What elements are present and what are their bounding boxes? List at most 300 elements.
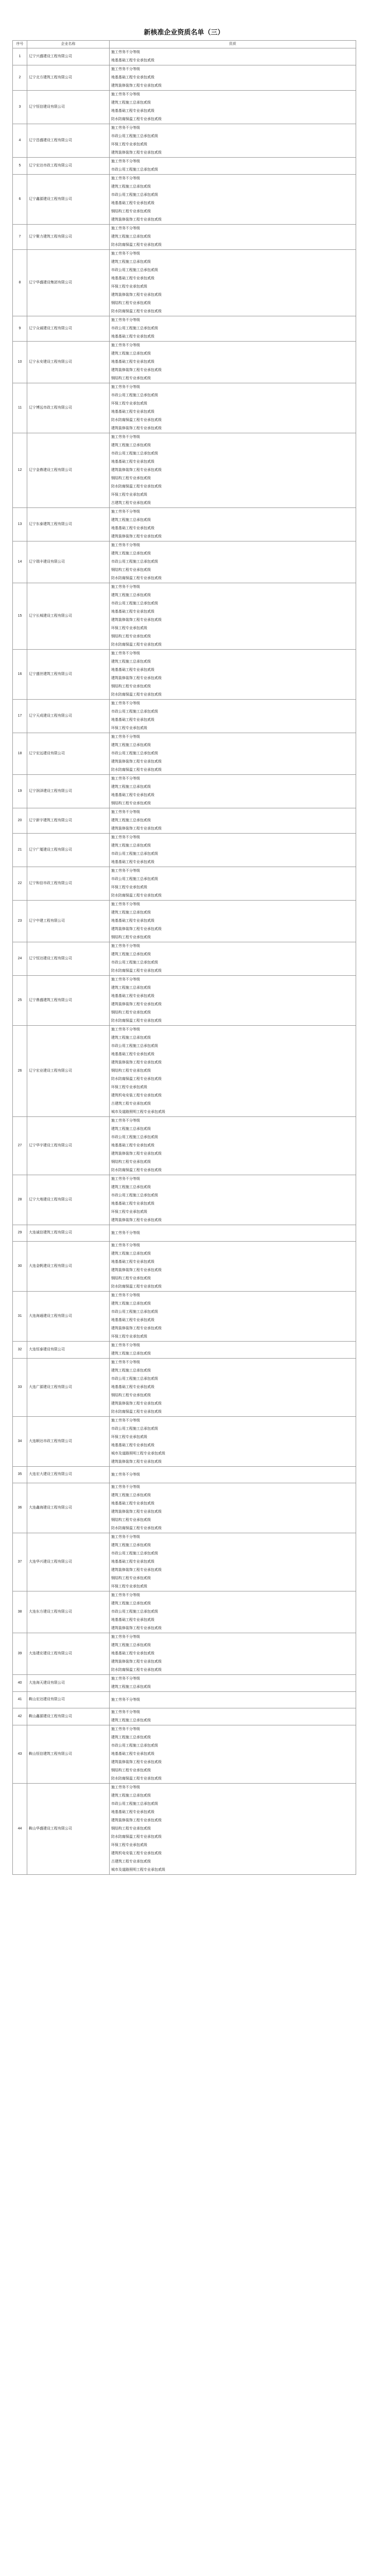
company-name: 大连顺达市政工程有限公司 [27,1417,110,1467]
company-name: 大连东方建设工程有限公司 [27,1591,110,1633]
qualification-item: 地基基础工程专业承包贰级 [111,277,154,280]
row-number: 11 [13,383,27,433]
company-name: 辽宁宏远建设有限公司 [27,733,110,775]
qualification-item: 建筑工程施工总承包贰级 [111,986,151,990]
company-name: 鞍山鑫源建设工程有限公司 [27,1708,110,1725]
row-number: 12 [13,433,27,508]
qualification-item: 施工劳务不分等级 [111,1535,140,1539]
row-number: 5 [13,158,27,175]
qualification-item: 建筑装修装饰工程专业承包贰级 [111,1660,162,1664]
qualification-item: 建筑工程施工总承包贰级 [111,1369,151,1372]
table-row [13,583,356,650]
qualification-list [110,1591,356,1633]
company-name: 大连海通建设工程有限公司 [27,1292,110,1342]
qualification-item: 市政公用工程施工总承包贰级 [111,452,158,455]
qualification-item: 地基基础工程专业承包贰级 [111,1618,154,1622]
table-row [13,1675,356,1692]
qualification-item: 钢结构工程专业承包贰级 [111,1827,151,1831]
qualification-item: 建筑装修装饰工程专业承包贰级 [111,468,162,472]
qualification-item: 环保工程专业承包贰级 [111,1585,147,1588]
company-name: 大连鑫海建设工程有限公司 [27,1483,110,1533]
qualification-item: 施工劳务不分等级 [111,318,140,322]
qualification-list [110,775,356,808]
qualification-item: 防水防腐保温工程专业承包贰级 [111,768,162,772]
qualification-item: 城市及道路照明工程专业承包贰级 [111,1110,165,1114]
qualification-item: 地基基础工程专业承包贰级 [111,1385,154,1389]
qualification-item: 市政公用工程施工总承包贰级 [111,560,158,564]
row-number: 34 [13,1417,27,1467]
qualification-item: 施工劳务不分等级 [111,702,140,705]
qualification-item: 地基基础工程专业承包贰级 [111,360,154,364]
qualification-item: 钢结构工程专业承包贰级 [111,301,151,305]
table-row [13,433,356,508]
table-row [13,808,356,834]
company-name: 大连华兴建设工程有限公司 [27,1533,110,1591]
row-number: 22 [13,867,27,901]
row-number: 23 [13,901,27,942]
qualification-item: 施工劳务不分等级 [111,160,140,163]
qualification-item: 市政公用工程施工总承包贰级 [111,710,158,714]
company-name: 辽宁大地建设工程有限公司 [27,1175,110,1225]
company-name: 辽宁博远市政工程有限公司 [27,383,110,433]
qualification-item: 地基基础工程专业承包贰级 [111,59,154,62]
company-name: 辽宁润泽建设工程有限公司 [27,775,110,808]
header-company-name: 企业名称 [27,41,110,48]
qualification-list [110,1692,356,1708]
qualification-item: 施工劳务不分等级 [111,1419,140,1422]
table-row [13,834,356,867]
table-row [13,1417,356,1467]
company-name: 辽宁长城建设工程有限公司 [27,583,110,650]
qualification-list [110,834,356,867]
qualification-item: 环保工程专业承包贰级 [111,626,147,630]
qualification-item: 环保工程专业承包贰级 [111,493,147,497]
qualification-item: 施工劳务不分等级 [111,1727,140,1731]
row-number: 44 [13,1784,27,1875]
qualification-item: 建筑装修装饰工程专业承包贰级 [111,1460,162,1464]
company-name: 大连恒泰建设有限公司 [27,1342,110,1359]
qualification-list [110,583,356,650]
row-number: 43 [13,1725,27,1784]
table-row [13,48,356,65]
table-row [13,650,356,700]
qualification-item: 建筑工程施工总承包贰级 [111,518,151,522]
qualification-item: 地基基础工程专业承包贰级 [111,718,154,722]
table-row [13,250,356,316]
company-name: 辽宁中建工程有限公司 [27,901,110,942]
qualification-list [110,1175,356,1225]
table-row [13,1467,356,1483]
qualification-item: 防水防腐保温工程专业承包贰级 [111,418,162,422]
qualification-item: 地基基础工程专业承包贰级 [111,1652,154,1655]
qualification-item: 市政公用工程施工总承包贰级 [111,1194,158,1197]
qualification-list [110,700,356,733]
qualification-item: 施工劳务不分等级 [111,67,140,71]
table-row [13,1483,356,1533]
row-number: 15 [13,583,27,650]
row-number: 27 [13,1117,27,1175]
qualification-item: 市政公用工程施工总承包贰级 [111,1744,158,1748]
qualification-item: 防水防腐保温工程专业承包贰级 [111,1668,162,1672]
qualification-item: 防水防腐保温工程专业承包贰级 [111,894,162,897]
row-number: 31 [13,1292,27,1342]
qualification-item: 环保工程专业承包贰级 [111,1335,147,1338]
qualification-item: 建筑装修装饰工程专业承包贰级 [111,927,162,931]
qualification-item: 地基基础工程专业承包贰级 [111,1502,154,1505]
company-name: 大连宏大建设工程有限公司 [27,1467,110,1483]
qualification-list [110,342,356,383]
qualification-item: 市政公用工程施工总承包贰级 [111,327,158,330]
table-row [13,383,356,433]
table-row [13,1026,356,1117]
row-number: 21 [13,834,27,867]
row-number: 33 [13,1359,27,1417]
table-row [13,942,356,976]
qualification-item: 地基基础工程专业承包贰级 [111,335,154,338]
row-number: 19 [13,775,27,808]
table-row [13,1342,356,1359]
qualification-item: 施工劳务不分等级 [111,227,140,230]
qualification-item: 建筑工程施工总承包贰级 [111,352,151,355]
qualification-item: 施工劳务不分等级 [111,1635,140,1639]
qualification-item: 施工劳务不分等级 [111,652,140,655]
qualification-item: 环保工程专业承包贰级 [111,1435,147,1439]
company-name: 大连广源建设工程有限公司 [27,1359,110,1417]
qualification-item: 施工劳务不分等级 [111,1244,140,1247]
company-name: 辽宁新宇建筑工程有限公司 [27,808,110,834]
table-row [13,175,356,225]
qualification-item: 建筑工程施工总承包贰级 [111,1643,151,1647]
company-name: 大连诚信建筑工程有限公司 [27,1225,110,1242]
qualification-item: 建筑工程施工总承包贰级 [111,1352,151,1355]
qualification-item: 钢结构工程专业承包贰级 [111,568,151,572]
company-name: 鞍山恒信建筑工程有限公司 [27,1725,110,1784]
qualification-item: 施工劳务不分等级 [111,735,140,739]
qualification-item: 建筑装修装饰工程专业承包贰级 [111,1327,162,1330]
company-name: 辽宁天成建设工程有限公司 [27,700,110,733]
qualification-item: 古建筑工程专业承包贰级 [111,1860,151,1863]
qualification-item: 市政公用工程施工总承包贰级 [111,961,158,964]
qualification-item: 钢结构工程专业承包贰级 [111,1011,151,1014]
qualification-item: 地基基础工程专业承包贰级 [111,109,154,113]
qualification-item: 建筑工程施工总承包贰级 [111,101,151,105]
qualification-item: 钢结构工程专业承包贰级 [111,377,151,380]
qualification-item: 防水防腐保温工程专业承包贰级 [111,643,162,647]
qualification-item: 建筑工程施工总承包贰级 [111,444,151,447]
qualification-item: 建筑装修装饰工程专业承包贰级 [111,1003,162,1006]
row-number: 16 [13,650,27,700]
qualification-item: 建筑工程施工总承包贰级 [111,1127,151,1131]
table-row [13,342,356,383]
qualification-item: 施工劳务不分等级 [111,93,140,96]
qualification-item: 防水防腐保温工程专业承包贰级 [111,1410,162,1414]
row-number: 20 [13,808,27,834]
qualification-list [110,1483,356,1533]
qualification-item: 钢结构工程专业承包贰级 [111,1518,151,1522]
qualification-item: 防水防腐保温工程专业承包贰级 [111,1527,162,1530]
qualification-item: 施工劳务不分等级 [111,1786,140,1789]
qualification-list [110,1225,356,1242]
table-row [13,775,356,808]
qualification-item: 市政公用工程施工总承包贰级 [111,1044,158,1048]
qualification-item: 建筑工程施工总承包贰级 [111,1736,151,1739]
qualification-item: 建筑机电安装工程专业承包贰级 [111,1852,162,1855]
qualification-item: 环保工程专业承包贰级 [111,402,147,405]
table-row [13,316,356,342]
qualification-list [110,316,356,342]
qualification-item: 建筑工程施工总承包贰级 [111,844,151,848]
qualification-list [110,1292,356,1342]
company-name: 辽宁华盛建设集团有限公司 [27,250,110,316]
qualification-item: 建筑装修装饰工程专业承包贰级 [111,1510,162,1514]
qualification-item: 地基基础工程专业承包贰级 [111,527,154,530]
qualification-item: 施工劳务不分等级 [111,978,140,981]
table-row [13,1292,356,1342]
qualification-item: 施工劳务不分等级 [111,777,140,781]
qualification-item: 施工劳务不分等级 [111,1294,140,1297]
qualification-item: 建筑装修装饰工程专业承包贰级 [111,218,162,222]
qualification-item: 建筑工程施工总承包贰级 [111,1494,151,1497]
qualification-item: 钢结构工程专业承包贰级 [111,635,151,638]
qualification-list [110,1708,356,1725]
table-row [13,1591,356,1633]
table-row [13,225,356,250]
qualification-list [110,1342,356,1359]
qualification-list [110,91,356,124]
qualification-item: 地基基础工程专业承包贰级 [111,1202,154,1206]
qualification-item: 防水防腐保温工程专业承包贰级 [111,693,162,697]
qualification-list [110,250,356,316]
company-name: 鞍山宏达建设有限公司 [27,1692,110,1708]
qualification-item: 市政公用工程施工总承包贰级 [111,394,158,397]
qualification-item: 建筑工程施工总承包贰级 [111,911,151,914]
qualification-item: 地基基础工程专业承包贰级 [111,1053,154,1056]
qualification-item: 施工劳务不分等级 [111,385,140,389]
qualification-item: 环保工程专业承包贰级 [111,726,147,730]
row-number: 13 [13,508,27,541]
table-row [13,1359,356,1417]
qualification-item: 建筑工程施工总承包贰级 [111,819,151,822]
table-row [13,1708,356,1725]
qualification-item: 建筑装修装饰工程专业承包贰级 [111,368,162,372]
qualification-item: 施工劳务不分等级 [111,126,140,130]
row-number: 24 [13,942,27,976]
qualification-list [110,867,356,901]
qualification-item: 建筑装修装饰工程专业承包贰级 [111,84,162,88]
row-number: 30 [13,1242,27,1292]
qualification-item: 城市及道路照明工程专业承包贰级 [111,1452,165,1455]
qualification-list [110,1242,356,1292]
qualification-item: 环保工程专业承包贰级 [111,1210,147,1214]
qualification-item: 市政公用工程施工总承包贰级 [111,268,158,272]
qualification-item: 建筑工程施工总承包贰级 [111,953,151,956]
qualification-list [110,1784,356,1875]
qualification-item: 防水防腐保温工程专业承包贰级 [111,485,162,488]
page-title: 新核准企业资质名单（三） [144,28,224,36]
header-row [13,41,356,48]
qualification-item: 建筑工程施工总承包贰级 [111,743,151,747]
qualification-item: 施工劳务不分等级 [111,510,140,514]
qualification-item: 施工劳务不分等级 [111,1710,140,1714]
qualification-item: 地基基础工程专业承包贰级 [111,1260,154,1264]
qualification-item: 防水防腐保温工程专业承包贰级 [111,1168,162,1172]
table-row [13,124,356,158]
table-row [13,1692,356,1708]
row-number: 10 [13,342,27,383]
qualification-item: 市政公用工程施工总承包贰级 [111,852,158,856]
qualification-item: 地基基础工程专业承包贰级 [111,668,154,672]
qualification-item: 防水防腐保温工程专业承包贰级 [111,310,162,313]
row-number: 3 [13,91,27,124]
qualification-list [110,124,356,158]
row-number: 28 [13,1175,27,1225]
qualification-item: 市政公用工程施工总承包贰级 [111,602,158,605]
qualification-item: 施工劳务不分等级 [111,1677,140,1681]
table-row [13,91,356,124]
qualification-item: 建筑工程施工总承包贰级 [111,660,151,664]
row-number: 7 [13,225,27,250]
table-body [13,48,356,1875]
company-name: 辽宁聚力建筑工程有限公司 [27,225,110,250]
qualification-list [110,1026,356,1117]
company-name: 辽宁恒信建设有限公司 [27,91,110,124]
qualification-item: 建筑装修装饰工程专业承包贰级 [111,1568,162,1572]
company-name: 辽宁北方建筑工程有限公司 [27,65,110,91]
company-name: 大连海天建设有限公司 [27,1675,110,1692]
row-number: 4 [13,124,27,158]
company-name: 鞍山华盛建设工程有限公司 [27,1784,110,1875]
qualification-item: 建筑装修装饰工程专业承包贰级 [111,1819,162,1822]
header-no: 序号 [13,41,27,48]
qualification-item: 钢结构工程专业承包贰级 [111,1577,151,1580]
qualification-item: 环保工程专业承包贰级 [111,143,147,146]
qualification-item: 建筑工程施工总承包贰级 [111,1036,151,1040]
qualification-item: 防水防腐保温工程专业承包贰级 [111,1285,162,1289]
row-number: 42 [13,1708,27,1725]
qualification-item: 建筑装修装饰工程专业承包贰级 [111,293,162,297]
row-number: 9 [13,316,27,342]
company-name: 辽宁昌盛建设工程有限公司 [27,124,110,158]
qualification-item: 施工劳务不分等级 [111,435,140,439]
qualification-item: 施工劳务不分等级 [111,836,140,839]
qualification-item: 建筑工程施工总承包贰级 [111,1794,151,1798]
qualification-item: 建筑装修装饰工程专业承包贰级 [111,760,162,764]
table-row [13,1633,356,1675]
row-number: 25 [13,976,27,1026]
qualification-item: 环保工程专业承包贰级 [111,1843,147,1847]
qualification-item: 施工劳务不分等级 [111,252,140,256]
qualification-list [110,158,356,175]
qualification-list [110,808,356,834]
qualification-item: 市政公用工程施工总承包贰级 [111,1427,158,1431]
company-name: 辽宁金鼎建设工程有限公司 [27,433,110,508]
qualification-item: 建筑装修装饰工程专业承包贰级 [111,1760,162,1764]
qualification-item: 建筑工程施工总承包贰级 [111,1685,151,1689]
company-name: 辽宁鑫源建设工程有限公司 [27,175,110,225]
qualification-item: 建筑工程施工总承包贰级 [111,785,151,789]
qualification-item: 施工劳务不分等级 [111,1028,140,1031]
row-number: 29 [13,1225,27,1242]
qualification-list [110,225,356,250]
qualification-list [110,175,356,225]
qualification-item: 防水防腐保温工程专业承包贰级 [111,117,162,121]
company-name: 大连建宏建设工程有限公司 [27,1633,110,1675]
qualification-item: 施工劳务不分等级 [111,50,140,54]
qualification-list [110,942,356,976]
qualification-item: 建筑装修装饰工程专业承包贰级 [111,827,162,831]
qualification-list [110,1117,356,1175]
qualification-list [110,1633,356,1675]
row-number: 1 [13,48,27,65]
qualification-item: 建筑工程施工总承包贰级 [111,260,151,264]
row-number: 32 [13,1342,27,1359]
qualification-list [110,541,356,583]
qualification-item: 建筑工程施工总承包贰级 [111,1544,151,1547]
qualification-list [110,65,356,91]
qualification-item: 古建筑工程专业承包贰级 [111,501,151,505]
qualification-item: 古建筑工程专业承包贰级 [111,1102,151,1106]
qualification-item: 施工劳务不分等级 [111,1361,140,1364]
qualification-item: 防水防腐保温工程专业承包贰级 [111,243,162,247]
qualification-list [110,1675,356,1692]
table-row [13,541,356,583]
company-name: 辽宁盛世建筑工程有限公司 [27,650,110,700]
qualification-item: 地基基础工程专业承包贰级 [111,860,154,864]
qualification-item: 施工劳务不分等级 [111,944,140,948]
qualification-item: 建筑工程施工总承包贰级 [111,594,151,597]
qualification-list [110,1417,356,1467]
company-name: 辽宁鼎盛建筑工程有限公司 [27,976,110,1026]
qualification-item: 地基基础工程专业承包贰级 [111,1444,154,1447]
qualification-item: 防水防腐保温工程专业承包贰级 [111,1835,162,1839]
qualification-item: 建筑装修装饰工程专业承包贰级 [111,618,162,622]
table-row [13,1175,356,1225]
qualification-list [110,1725,356,1784]
qualification-item: 地基基础工程专业承包贰级 [111,1810,154,1814]
row-number: 37 [13,1533,27,1591]
company-name: 辽宁恒达建设工程有限公司 [27,942,110,976]
row-number: 38 [13,1591,27,1633]
row-number: 14 [13,541,27,583]
qualification-item: 施工劳务不分等级 [111,344,140,347]
qualification-item: 施工劳务不分等级 [111,810,140,814]
qualification-item: 环保工程专业承包贰级 [111,886,147,889]
company-name: 辽宁宏达市政工程有限公司 [27,158,110,175]
table-row [13,1225,356,1242]
qualification-item: 建筑工程施工总承包贰级 [111,185,151,189]
qualification-list [110,383,356,433]
company-name: 辽宁宏业建设工程有限公司 [27,1026,110,1117]
qualification-item: 建筑装修装饰工程专业承包贰级 [111,535,162,538]
qualification-item: 市政公用工程施工总承包贰级 [111,134,158,138]
qualification-item: 钢结构工程专业承包贰级 [111,1277,151,1280]
qualification-item: 地基基础工程专业承包贰级 [111,76,154,79]
qualification-list [110,1359,356,1417]
qualification-item: 建筑装修装饰工程专业承包贰级 [111,1061,162,1064]
qualification-item: 市政公用工程施工总承包贰级 [111,193,158,197]
qualification-item: 建筑工程施工总承包贰级 [111,1602,151,1605]
qualification-item: 环保工程专业承包贰级 [111,285,147,289]
row-number: 18 [13,733,27,775]
company-name: 辽宁永安建设工程有限公司 [27,342,110,383]
qualification-item: 防水防腐保温工程专业承包贰级 [111,1077,162,1081]
row-number: 40 [13,1675,27,1692]
qualification-item: 建筑装修装饰工程专业承包贰级 [111,427,162,430]
qualification-item: 市政公用工程施工总承包贰级 [111,1136,158,1139]
table-row [13,508,356,541]
company-name: 辽宁华宇建设工程有限公司 [27,1117,110,1175]
row-number: 26 [13,1026,27,1117]
